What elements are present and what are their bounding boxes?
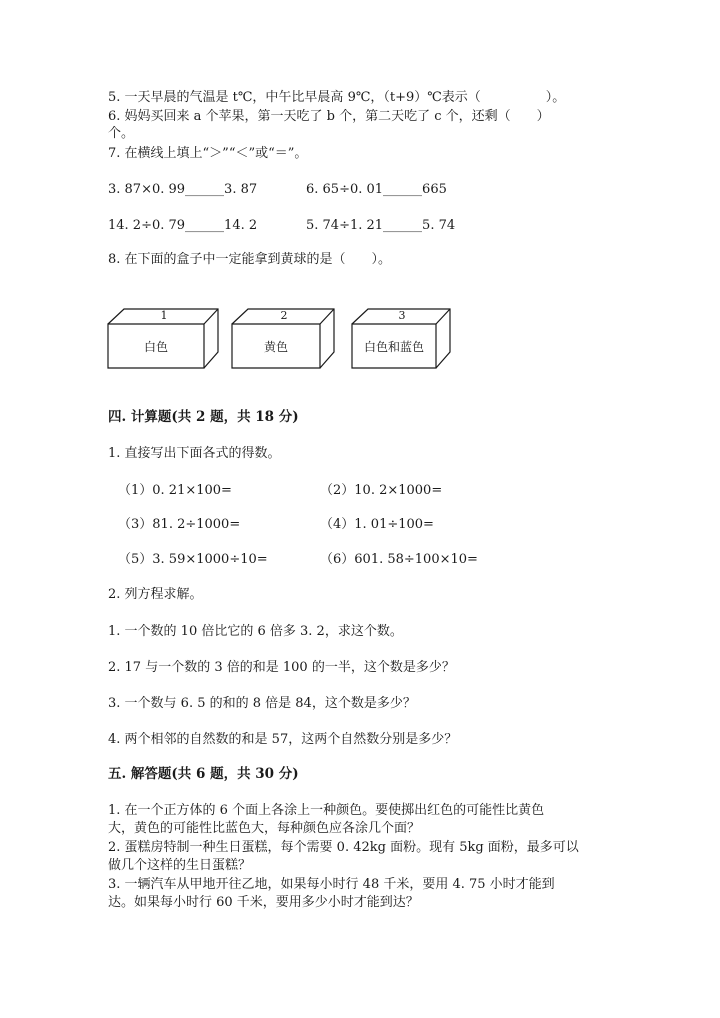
question-6-line-1: 6. 妈妈买回来 a 个苹果，第一天吃了 b 个，第二天吃了 c 个，还剩（ ） [108,109,550,124]
calc-item-2: （2）10. 2×1000= [320,483,443,498]
equation-item-2: 2. 17 与一个数的 3 倍的和是 100 的一半，这个数是多少？ [108,660,455,675]
answer-q1-line-1: 1. 在一个正方体的 6 个面上各涂上一种颜色。要使掷出红色的可能性比黄色 [108,803,545,818]
answer-q3-line-1: 3. 一辆汽车从甲地开往乙地，如果每小时行 48 千米，要用 4. 75 小时才能到 [108,877,555,892]
equation-item-3: 3. 一个数与 6. 5 的和的 8 倍是 84，这个数是多少？ [108,696,416,711]
question-7-instruction: 7. 在横线上填上“＞”“＜”或“＝”。 [108,146,308,161]
section-4-part-2-title: 2. 列方程求解。 [108,587,203,602]
equation-item-4: 4. 两个相邻的自然数的和是 57，这两个自然数分别是多少？ [108,732,458,747]
section-4-title: 四. 计算题(共 2 题，共 18 分) [108,409,299,425]
question-5: 5. 一天早晨的气温是 t℃，中午比早晨高 9℃，（t+9）℃表示（ ）。 [108,90,566,105]
box-2-label: 黄色 [263,340,289,354]
box-3-label: 白色和蓝色 [363,340,425,354]
q7-item-3: 14. 2÷0. 79______14. 2 [108,218,258,233]
calc-item-3: （3）81. 2÷1000= [118,517,241,532]
equation-item-1: 1. 一个数的 10 倍比它的 6 倍多 3. 2，求这个数。 [108,624,403,639]
calc-item-5: （5）3. 59×1000÷10= [118,552,268,567]
answer-q3-line-2: 达。如果每小时行 60 千米，要用多少小时才能到达？ [108,895,419,910]
calc-item-1: （1）0. 21×100= [118,483,232,498]
q7-item-1: 3. 87×0. 99______3. 87 [108,182,258,197]
section-5-title: 五. 解答题(共 6 题，共 30 分) [108,766,299,782]
calc-item-4: （4）1. 01÷100= [320,517,434,532]
question-8: 8. 在下面的盒子中一定能拿到黄球的是（ ）。 [108,252,392,267]
answer-q1-line-2: 大，黄色的可能性比蓝色大，每种颜色应各涂几个面？ [108,821,421,836]
box-2-number: 2 [280,309,288,322]
answer-q2-line-1: 2. 蛋糕房特制一种生日蛋糕，每个需要 0. 42kg 面粉。现有 5kg 面粉，最多可以 [108,840,579,855]
calc-item-6: （6）601. 58÷100×10= [320,552,478,567]
q7-item-4: 5. 74÷1. 21______5. 74 [306,218,456,233]
box-1-number: 1 [160,309,168,322]
section-4-part-1-title: 1. 直接写出下面各式的得数。 [108,446,281,461]
question-6-line-2: 个。 [108,126,135,141]
q7-item-2: 6. 65÷0. 01______665 [306,182,447,197]
answer-q2-line-2: 做几个这样的生日蛋糕？ [108,858,252,873]
box-3-number: 3 [398,309,406,322]
box-1-label: 白色 [143,340,169,354]
boxes-figure [100,298,460,380]
